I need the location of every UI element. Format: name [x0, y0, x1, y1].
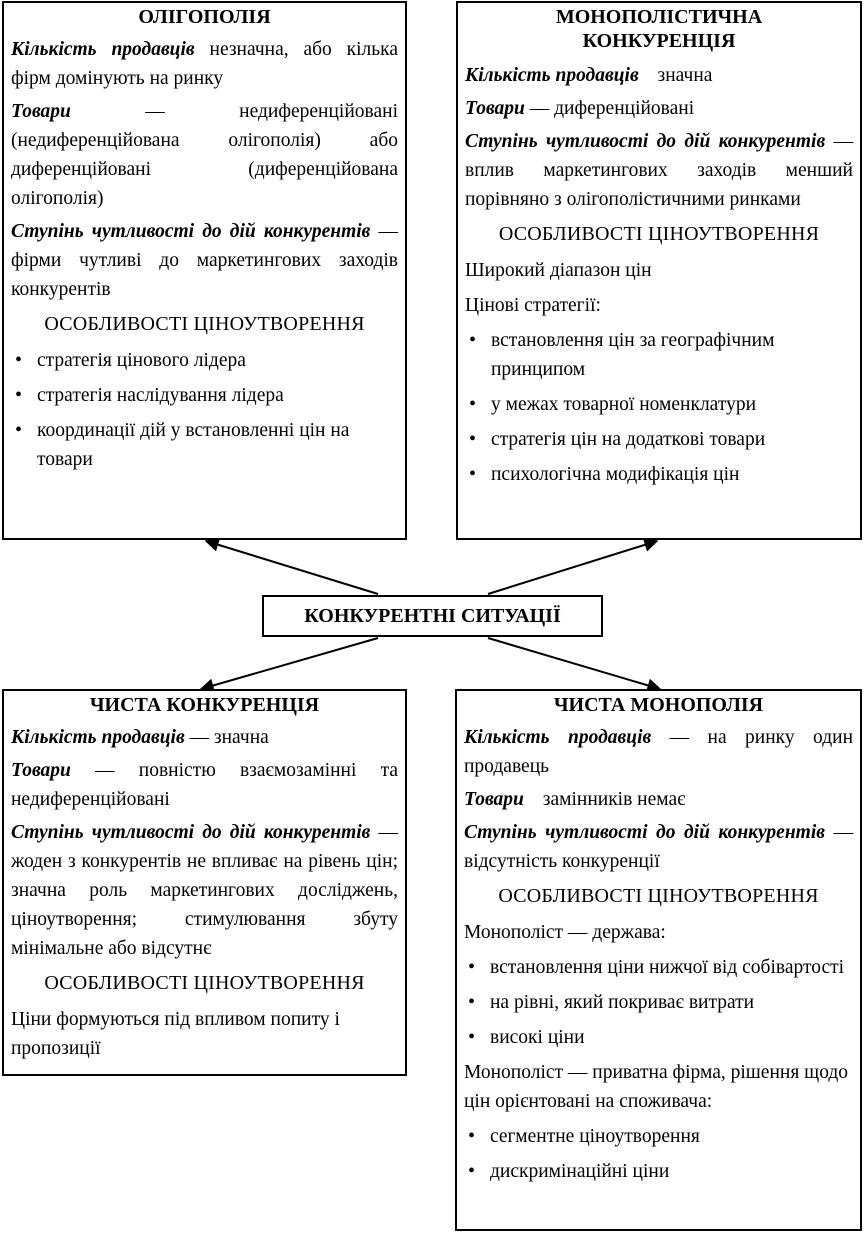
- sellers-term: Кількість продавців: [11, 39, 195, 60]
- arrow-to-pure-monopoly: [488, 638, 660, 689]
- pure-competition-goods: [11, 756, 398, 814]
- monopolistic-title: [465, 5, 853, 53]
- list-item: • на рівні, який покриває витрати: [464, 988, 853, 1017]
- pure-competition-box: [2, 689, 407, 1076]
- oligopoly-title: ОЛІГОПОЛІЯ: [138, 6, 271, 28]
- arrow-to-monopolistic: [488, 541, 657, 594]
- list-item: • психологічна модифікація цін: [465, 460, 853, 489]
- sensitivity-text: — фірми чутливі до маркетингових заходів конкурентів: [11, 221, 398, 300]
- goods-text: — диференційовані: [529, 98, 695, 119]
- pure-monopoly-state-text: Монополіст — держава:: [464, 922, 666, 943]
- goods-term: Товари: [464, 789, 524, 810]
- sensitivity-term: Ступінь чутливості до дій конкурентів: [465, 131, 826, 152]
- goods-text: — недиференційовані (недиференційована олігополія) або диференційовані (диференційована олігополія): [11, 101, 398, 209]
- list-item: • стратегія цінового лідера: [11, 346, 398, 375]
- monopolistic-sellers: [465, 61, 853, 90]
- pure-monopoly-title: ЧИСТА МОНОПОЛІЯ: [553, 694, 764, 716]
- oligopoly-box: [2, 1, 407, 540]
- sellers-text: — значна: [189, 727, 269, 748]
- sensitivity-term: Ступінь чутливості до дій конкурентів: [464, 822, 825, 843]
- monopolistic-sensitivity: [465, 127, 853, 214]
- oligopoly-strategy-list: [11, 346, 398, 474]
- oligopoly-sellers: [11, 35, 398, 93]
- arrow-to-pure-competition: [201, 638, 378, 689]
- pure-monopoly-sensitivity: [464, 818, 853, 876]
- goods-term: Товари: [11, 101, 71, 122]
- sellers-term: Кількість продавців: [465, 65, 639, 86]
- monopolistic-goods: [465, 94, 853, 123]
- goods-text: — повністю взаємозамінні та недиференційовані: [11, 760, 399, 810]
- list-item: • координації дій у встановленні цін на товари: [11, 416, 398, 474]
- monopolistic-pricing-title: ОСОБЛИВОСТІ ЦІНОУТВОРЕННЯ: [498, 223, 820, 245]
- monopolistic-competition-box: [456, 1, 862, 540]
- oligopoly-pricing-title: ОСОБЛИВОСТІ ЦІНОУТВОРЕННЯ: [44, 313, 365, 335]
- pure-monopoly-pricing-title: ОСОБЛИВОСТІ ЦІНОУТВОРЕННЯ: [498, 885, 819, 907]
- sellers-text: — на ринку один продавець: [464, 727, 854, 777]
- competitive-situations-box: КОНКУРЕНТНІ СИТУАЦІЇ: [262, 595, 603, 637]
- monopolistic-title-line1: МОНОПОЛІСТИЧНА: [555, 6, 763, 28]
- oligopoly-sensitivity: [11, 217, 398, 304]
- arrow-to-oligopoly: [206, 541, 378, 594]
- monopolistic-strategies-text: Цінові стратегії:: [465, 295, 601, 316]
- sellers-term: Кількість продавців: [464, 727, 652, 748]
- list-item: • стратегія цін на додаткові товари: [465, 425, 853, 454]
- sensitivity-text: — вплив маркетингових заходів менший порівняно з олігополістичними ринками: [465, 131, 853, 210]
- sellers-term: Кількість продавців: [11, 727, 185, 748]
- sensitivity-text: — відсутність конкуренції: [464, 822, 853, 872]
- pure-monopoly-goods: [464, 785, 853, 814]
- oligopoly-goods: [11, 97, 398, 213]
- pure-competition-title: ЧИСТА КОНКУРЕНЦІЯ: [89, 694, 320, 716]
- pure-competition-sensitivity: [11, 818, 398, 963]
- list-item: • у межах товарної номенклатури: [465, 390, 853, 419]
- list-item: • встановлення цін за географічним принципом: [465, 326, 853, 384]
- monopolistic-strategy-list: [465, 326, 853, 489]
- pure-monopoly-sellers: [464, 723, 853, 781]
- sensitivity-term: Ступінь чутливості до дій конкурентів: [11, 221, 371, 242]
- list-item: • дискримінаційні ціни: [464, 1157, 853, 1186]
- list-item: • високі ціни: [464, 1023, 853, 1052]
- sellers-text: значна: [657, 65, 713, 86]
- pure-monopoly-private-list: [464, 1122, 853, 1186]
- list-item: • сегментне ціноутворення: [464, 1122, 853, 1151]
- pure-monopoly-private-text: Монополіст — приватна фірма, рішення щодо цін орієнтовані на споживача:: [464, 1062, 849, 1112]
- pure-monopoly-state-list: [464, 953, 853, 1052]
- monopolistic-title-line2: КОНКУРЕНЦІЯ: [582, 30, 736, 52]
- goods-term: Товари: [11, 760, 71, 781]
- pure-competition-prices-text: Ціни формуються під впливом попиту і пропозиції: [11, 1009, 340, 1059]
- sensitivity-text: — жоден з конкурентів не впливає на рівень цін; значна роль маркетингових досліджень, ціноутворення; стимулювання збуту мінімальне або відсутнє: [11, 822, 398, 959]
- pure-monopoly-box: [455, 689, 862, 1231]
- sensitivity-term: Ступінь чутливості до дій конкурентів: [11, 822, 371, 843]
- goods-text: замінників немає: [542, 789, 686, 810]
- goods-term: Товари: [465, 98, 525, 119]
- pure-competition-pricing-title: ОСОБЛИВОСТІ ЦІНОУТВОРЕННЯ: [44, 972, 365, 994]
- pure-competition-sellers: [11, 723, 398, 752]
- monopolistic-range-text: Широкий діапазон цін: [465, 260, 652, 281]
- sellers-text: незначна, або кілька фірм домінують на ринку: [11, 39, 399, 89]
- list-item: • стратегія наслідування лідера: [11, 381, 398, 410]
- list-item: • встановлення ціни нижчої від собівартості: [464, 953, 853, 982]
